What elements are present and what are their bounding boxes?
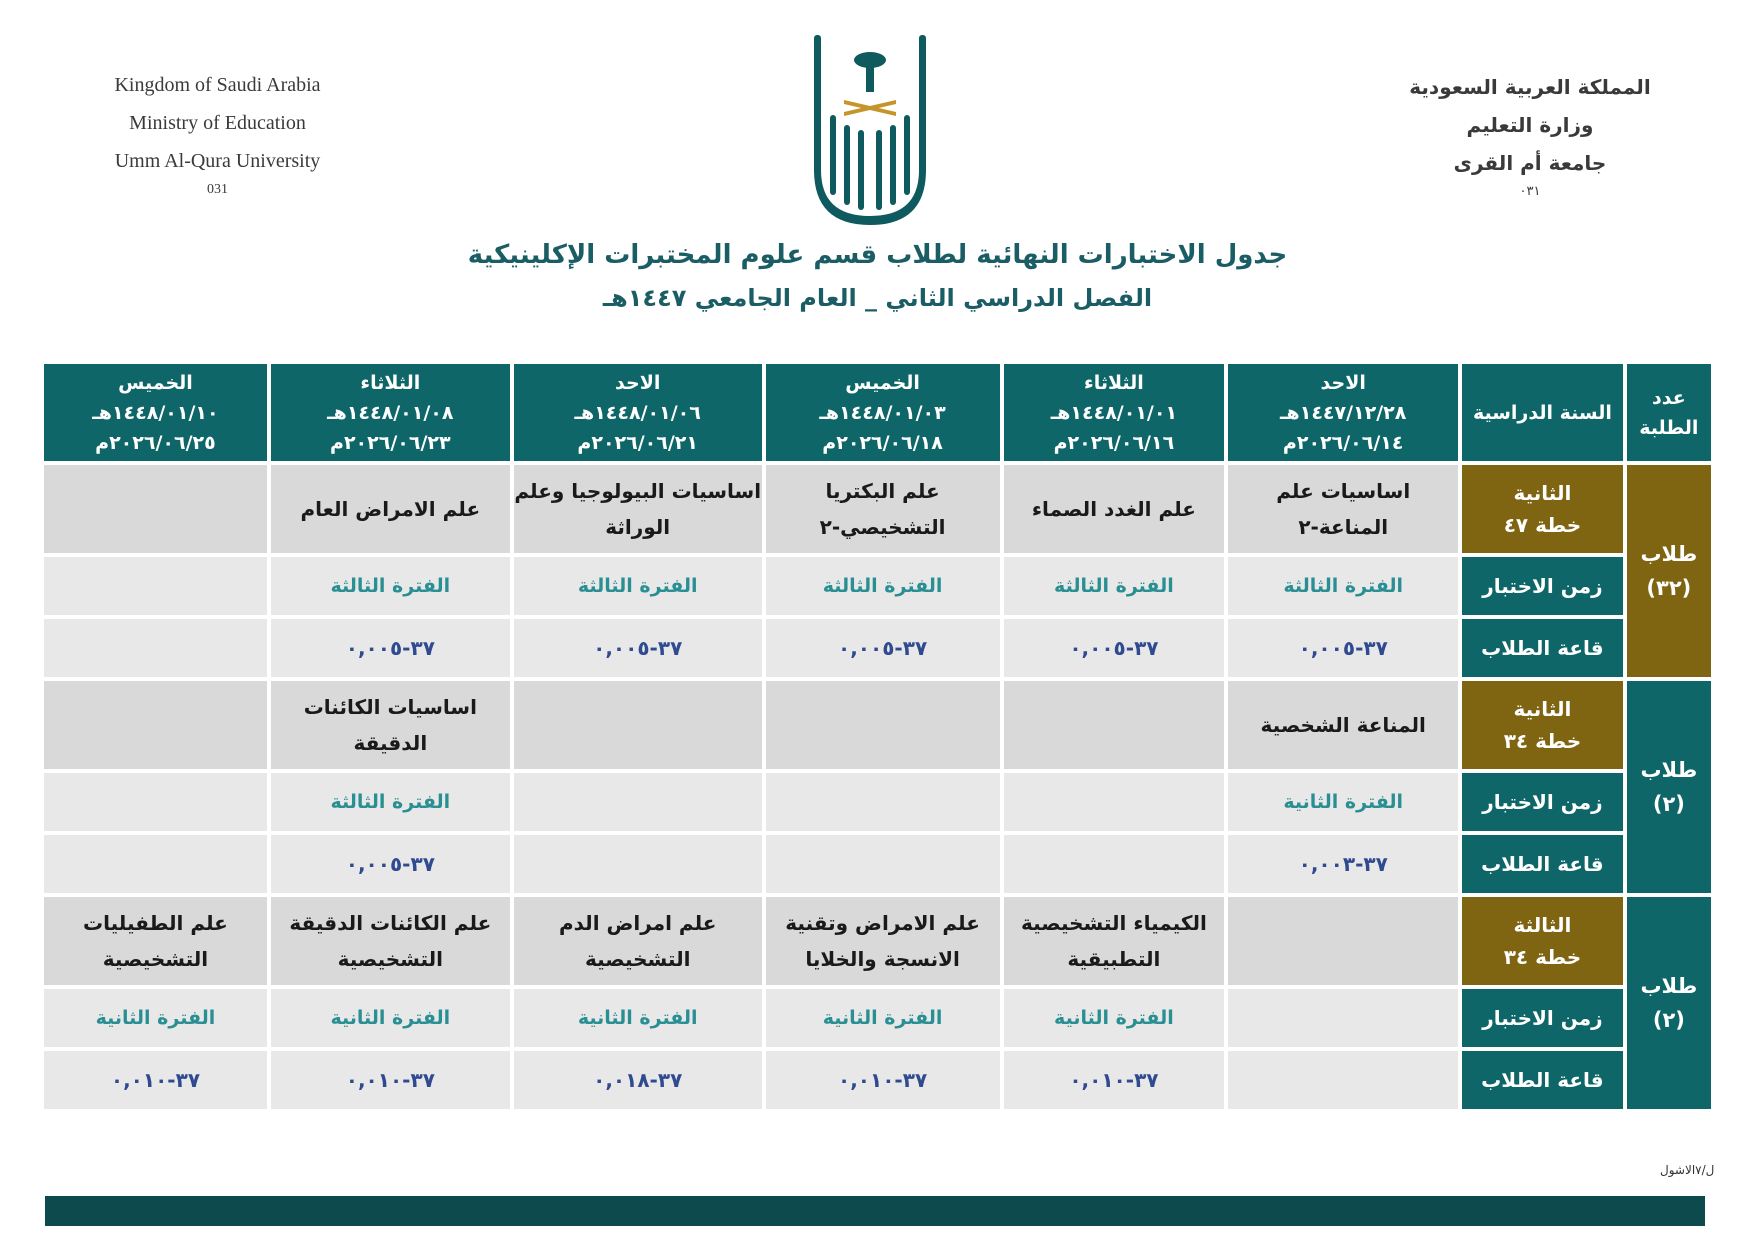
room-cell: ٣٧-٠,٠١٠ <box>271 1051 510 1109</box>
room-cell <box>44 835 267 893</box>
page-title: جدول الاختبارات النهائية لطلاب قسم علوم المختبرات الإكلينيكية <box>467 240 1288 270</box>
header-day-1: الاحد ١٤٤٧/١٢/٢٨هـ ٢٠٢٦/٠٦/١٤م <box>1228 364 1458 461</box>
room-label: قاعة الطلاب <box>1462 1051 1623 1109</box>
course-cell <box>1004 681 1225 769</box>
header-ar-line-2: وزارة التعليم <box>1466 113 1594 137</box>
period-cell: الفترة الثانية <box>514 989 762 1047</box>
header-en-line-2: Ministry of Education <box>129 112 306 134</box>
course-cell <box>44 465 267 553</box>
period-cell: الفترة الثالثة <box>1228 557 1458 615</box>
period-cell <box>44 773 267 831</box>
course-cell: علم البكتريا التشخيصي-٢ <box>766 465 1000 553</box>
header-ar-line-1: المملكة العربية السعودية <box>1409 75 1651 99</box>
period-cell <box>1228 989 1458 1047</box>
course-cell <box>514 681 762 769</box>
exam-time-label: زمن الاختبار <box>1462 989 1623 1047</box>
period-cell: الفترة الثالثة <box>271 773 510 831</box>
course-cell: علم الكائنات الدقيقة التشخيصية <box>271 897 510 985</box>
exam-schedule-table <box>40 360 1715 1113</box>
header-day-2: الثلاثاء ١٤٤٨/٠١/٠١هـ ٢٠٢٦/٠٦/١٦م <box>1004 364 1225 461</box>
room-cell: ٣٧-٠,٠١٨ <box>514 1051 762 1109</box>
course-cell: علم الامراض العام <box>271 465 510 553</box>
room-label: قاعة الطلاب <box>1462 619 1623 677</box>
group-2-year: الثانية خطة ٣٤ <box>1462 681 1623 769</box>
room-label: قاعة الطلاب <box>1462 835 1623 893</box>
document-code: ل/٧الاشول <box>1660 1163 1715 1177</box>
table-row <box>44 465 1711 553</box>
university-logo-icon <box>800 30 940 230</box>
course-cell: علم الامراض وتقنية الانسجة والخلايا <box>766 897 1000 985</box>
period-cell: الفترة الثانية <box>44 989 267 1047</box>
room-cell: ٣٧-٠,٠٠٥ <box>1228 619 1458 677</box>
group-1-count: طلاب (٣٢) <box>1627 465 1711 677</box>
period-cell <box>44 557 267 615</box>
group-2-count: طلاب (٢) <box>1627 681 1711 893</box>
table-row <box>44 989 1711 1047</box>
room-cell <box>1004 835 1225 893</box>
period-cell: الفترة الثانية <box>766 989 1000 1047</box>
exam-time-label: زمن الاختبار <box>1462 773 1623 831</box>
header-en-code: 031 <box>207 182 228 197</box>
table-row <box>44 835 1711 893</box>
room-cell: ٣٧-٠,٠١٠ <box>1004 1051 1225 1109</box>
table-row <box>44 557 1711 615</box>
room-cell: ٣٧-٠,٠٠٥ <box>271 835 510 893</box>
header-day-5: الثلاثاء ١٤٤٨/٠١/٠٨هـ ٢٠٢٦/٠٦/٢٣م <box>271 364 510 461</box>
table-row <box>44 619 1711 677</box>
course-cell: علم الغدد الصماء <box>1004 465 1225 553</box>
room-cell <box>1228 1051 1458 1109</box>
header-en-line-1: Kingdom of Saudi Arabia <box>114 74 321 96</box>
course-cell <box>766 681 1000 769</box>
room-cell: ٣٧-٠,٠٠٥ <box>1004 619 1225 677</box>
course-cell <box>44 681 267 769</box>
table-header-row <box>44 364 1711 461</box>
table-row <box>44 897 1711 985</box>
period-cell: الفترة الثانية <box>1228 773 1458 831</box>
course-cell: اساسيات الكائنات الدقيقة <box>271 681 510 769</box>
header-day-4: الاحد ١٤٤٨/٠١/٠٦هـ ٢٠٢٦/٠٦/٢١م <box>514 364 762 461</box>
header-day-6: الخميس ١٤٤٨/٠١/١٠هـ ٢٠٢٦/٠٦/٢٥م <box>44 364 267 461</box>
period-cell <box>766 773 1000 831</box>
period-cell: الفترة الثالثة <box>766 557 1000 615</box>
period-cell <box>514 773 762 831</box>
period-cell: الفترة الثانية <box>1004 989 1225 1047</box>
course-cell: علم الطفيليات التشخيصية <box>44 897 267 985</box>
footer-bar <box>45 1196 1705 1226</box>
room-cell <box>766 835 1000 893</box>
header-day-3: الخميس ١٤٤٨/٠١/٠٣هـ ٢٠٢٦/٠٦/١٨م <box>766 364 1000 461</box>
period-cell: الفترة الثالثة <box>1004 557 1225 615</box>
header-arabic <box>1380 68 1680 202</box>
header-ar-code: ٠٣١ <box>1519 184 1541 199</box>
header-en-line-3: Umm Al-Qura University <box>114 150 321 172</box>
room-cell: ٣٧-٠,٠٠٥ <box>271 619 510 677</box>
header-student-count: عدد الطلبة <box>1627 364 1711 461</box>
room-cell <box>44 619 267 677</box>
course-cell: المناعة الشخصية <box>1228 681 1458 769</box>
table-row <box>44 1051 1711 1109</box>
room-cell: ٣٧-٠,٠٠٣ <box>1228 835 1458 893</box>
course-cell: الكيمياء التشخيصية التطبيقية <box>1004 897 1225 985</box>
period-cell <box>1004 773 1225 831</box>
course-cell: علم امراض الدم التشخيصية <box>514 897 762 985</box>
room-cell: ٣٧-٠,٠٠٥ <box>514 619 762 677</box>
exam-time-label: زمن الاختبار <box>1462 557 1623 615</box>
room-cell: ٣٧-٠,٠٠٥ <box>766 619 1000 677</box>
course-cell <box>1228 897 1458 985</box>
period-cell: الفترة الثالثة <box>514 557 762 615</box>
room-cell <box>514 835 762 893</box>
period-cell: الفترة الثالثة <box>271 557 510 615</box>
table-row <box>44 681 1711 769</box>
page-subtitle: الفصل الدراسي الثاني _ العام الجامعي ١٤٤٧هـ <box>602 284 1153 312</box>
period-cell: الفترة الثانية <box>271 989 510 1047</box>
group-1-year: الثانية خطة ٤٧ <box>1462 465 1623 553</box>
course-cell: اساسيات علم المناعة-٢ <box>1228 465 1458 553</box>
header-ar-line-3: جامعة أم القرى <box>1453 151 1607 175</box>
course-cell: اساسيات البيولوجيا وعلم الوراثة <box>514 465 762 553</box>
room-cell: ٣٧-٠,٠١٠ <box>766 1051 1000 1109</box>
group-3-count: طلاب (٢) <box>1627 897 1711 1109</box>
table-row <box>44 773 1711 831</box>
room-cell: ٣٧-٠,٠١٠ <box>44 1051 267 1109</box>
header-study-year: السنة الدراسية <box>1462 364 1623 461</box>
header-english <box>95 66 340 200</box>
group-3-year: الثالثة خطة ٣٤ <box>1462 897 1623 985</box>
